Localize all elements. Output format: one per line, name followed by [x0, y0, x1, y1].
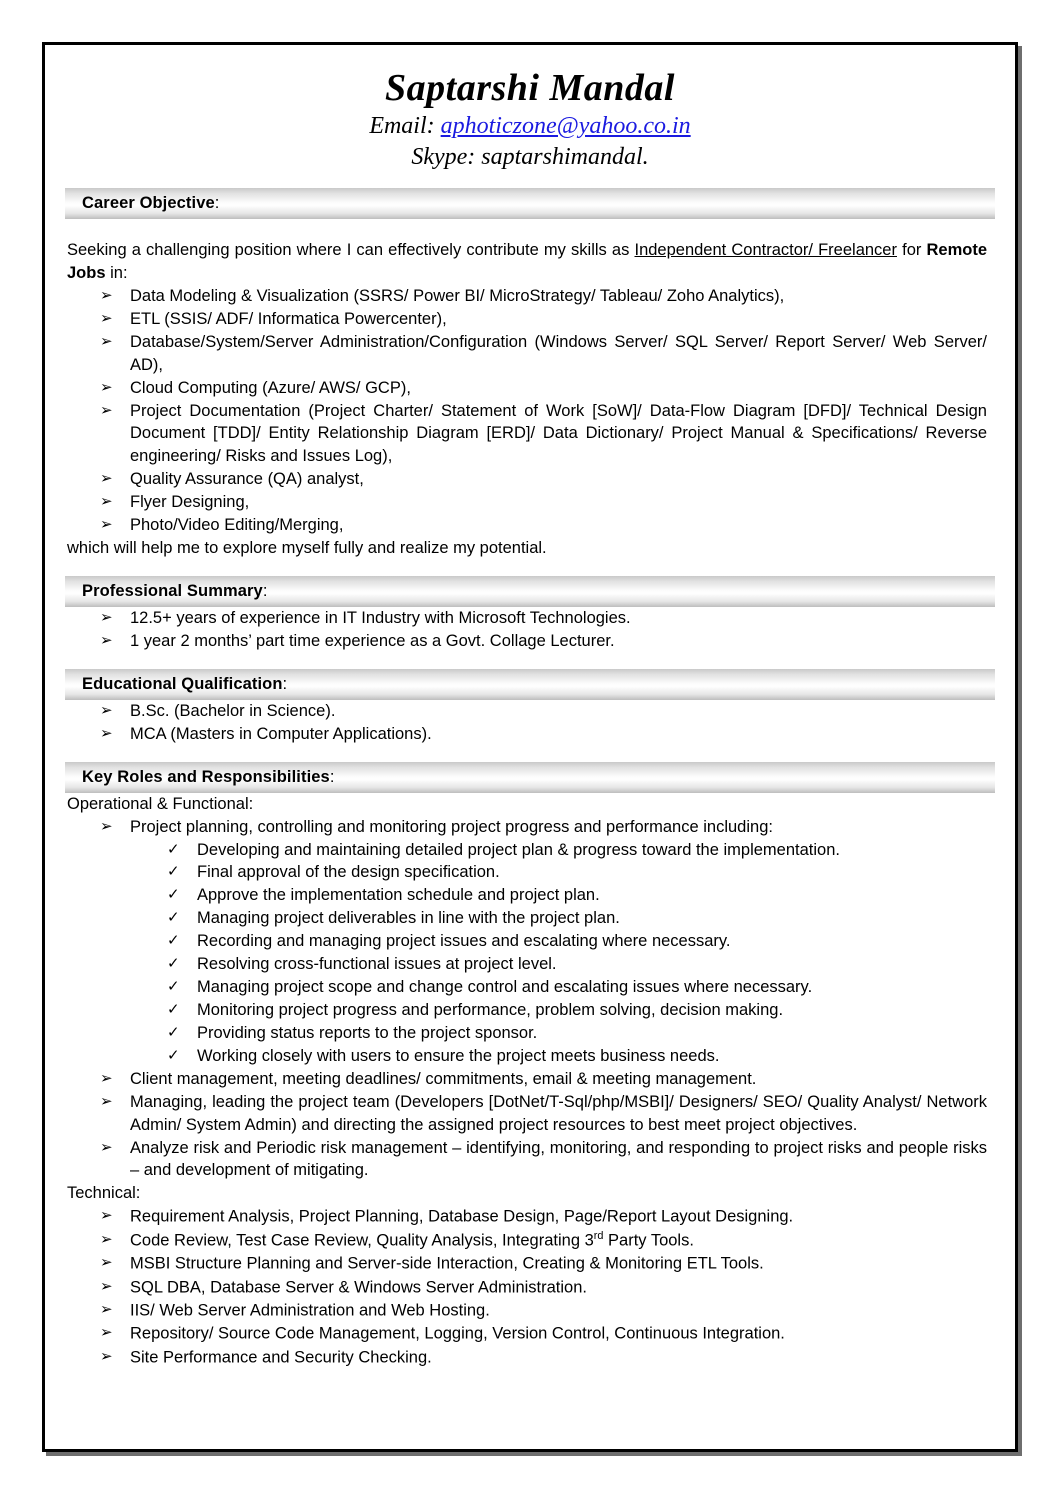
check-icon: ✓: [167, 862, 180, 881]
professional-summary-list: [67, 607, 987, 653]
bullet-arrow-icon: ➢: [100, 1229, 113, 1248]
bullet-arrow-icon: ➢: [100, 308, 113, 327]
career-objective-intro-part3: in:: [105, 264, 128, 282]
document-page-frame: [42, 42, 1018, 1452]
section-header-educational-qualification: [65, 669, 995, 700]
section-colon-career-objective: :: [214, 194, 220, 213]
bullet-arrow-icon: ➢: [100, 816, 113, 835]
list-item: [67, 468, 987, 491]
list-item-text: Approve the implementation schedule and project plan.: [197, 886, 600, 905]
list-item: [67, 1276, 987, 1299]
bullet-arrow-icon: ➢: [100, 1253, 113, 1272]
check-icon: ✓: [167, 839, 180, 858]
section-colon-key-roles: :: [329, 767, 335, 786]
list-item: [67, 377, 987, 400]
list-item-text: Final approval of the design specification.: [197, 863, 500, 882]
list-item: [67, 839, 987, 862]
bullet-arrow-icon: ➢: [100, 1206, 113, 1225]
list-item-text: Repository/ Source Code Management, Logging, Version Control, Continuous Integration.: [130, 1324, 785, 1343]
list-item-text: Developing and maintaining detailed project plan & progress toward the implementation.: [197, 840, 840, 859]
ordinal-suffix: rd: [593, 1229, 604, 1242]
list-item: [67, 1346, 987, 1369]
check-icon: ✓: [167, 1045, 180, 1064]
bullet-arrow-icon: ➢: [100, 1068, 113, 1087]
list-item: [67, 1022, 987, 1045]
list-item-text: Resolving cross-functional issues at project level.: [197, 955, 557, 974]
list-item: [67, 861, 987, 884]
bullet-arrow-icon: ➢: [100, 377, 113, 396]
bullet-arrow-icon: ➢: [100, 1137, 113, 1156]
list-item: [67, 907, 987, 930]
bullet-arrow-icon: ➢: [100, 331, 113, 350]
check-icon: ✓: [167, 885, 180, 904]
list-item-text: Quality Assurance (QA) analyst,: [130, 470, 364, 489]
bullet-arrow-icon: ➢: [100, 515, 113, 534]
subsection-label-operational: Operational & Functional:: [67, 794, 254, 813]
list-item-text: Working closely with users to ensure the project meets business needs.: [197, 1046, 720, 1065]
check-icon: ✓: [167, 954, 180, 973]
list-item-text: ETL (SSIS/ ADF/ Informatica Powercenter),: [130, 309, 447, 328]
list-item-text: B.Sc. (Bachelor in Science).: [130, 701, 336, 720]
list-item-text: Flyer Designing,: [130, 493, 250, 512]
list-item: [67, 976, 987, 999]
list-item-text: Client management, meeting deadlines/ commitments, email & meeting management.: [130, 1069, 757, 1088]
list-item: [67, 700, 987, 723]
document-page-content: [45, 45, 1015, 1449]
key-roles-operational-sublist: [67, 839, 987, 1068]
list-item: [67, 514, 987, 537]
resume-header: [65, 59, 995, 172]
career-objective-intro-part2: for: [896, 241, 927, 260]
list-item: [67, 1252, 987, 1275]
list-item-text: SQL DBA, Database Server & Windows Server Administration.: [130, 1278, 587, 1297]
list-item-text: Project planning, controlling and monitoring project progress and performance including:: [130, 817, 773, 836]
list-item-text: Recording and managing project issues and escalating where necessary.: [197, 932, 731, 951]
check-icon: ✓: [167, 977, 180, 996]
email-label: Email:: [369, 112, 435, 139]
bullet-arrow-icon: ➢: [100, 1276, 113, 1295]
bullet-arrow-icon: ➢: [100, 700, 113, 719]
section-colon-educational-qualification: :: [282, 674, 288, 693]
list-item: [67, 630, 987, 653]
bullet-arrow-icon: ➢: [100, 400, 113, 419]
bullet-arrow-icon: ➢: [100, 630, 113, 649]
candidate-name: Saptarshi Mandal: [385, 67, 675, 109]
list-item: [67, 999, 987, 1022]
section-header-career-objective: [65, 188, 995, 219]
list-item-text: Site Performance and Security Checking.: [130, 1348, 432, 1367]
career-objective-intro: [67, 239, 987, 285]
list-item: [67, 953, 987, 976]
section-body-professional-summary: [65, 607, 995, 653]
list-item-text: Photo/Video Editing/Merging,: [130, 516, 344, 535]
bullet-arrow-icon: ➢: [100, 1346, 113, 1365]
list-item-text: Managing, leading the project team (Developers [DotNet/T-Sql/php/MSBI]/ Designers/ SEO/ Quality Analyst/ Network Admin/ System Admin) and directing the assigned project resources to best meet project objectives.: [130, 1092, 987, 1134]
list-item: [67, 308, 987, 331]
list-item-text-post: Party Tools.: [603, 1231, 694, 1250]
bullet-arrow-icon: ➢: [100, 1323, 113, 1342]
section-colon-professional-summary: :: [262, 581, 268, 600]
check-icon: ✓: [167, 999, 180, 1018]
list-item-text: MSBI Structure Planning and Server-side Interaction, Creating & Monitoring ETL Tools.: [130, 1254, 764, 1273]
list-item-text: Providing status reports to the project sponsor.: [197, 1023, 538, 1042]
skype-line: Skype: saptarshimandal.: [411, 143, 649, 170]
career-objective-bold-remote-jobs: Remote Jobs: [67, 241, 988, 282]
list-item: [67, 723, 987, 746]
check-icon: ✓: [167, 1022, 180, 1041]
bullet-arrow-icon: ➢: [100, 469, 113, 488]
key-roles-technical-list: [67, 1205, 987, 1369]
list-item-text: Database/System/Server Administration/Configuration (Windows Server/ SQL Server/ Report Server/ Web Server/ AD),: [130, 332, 987, 374]
check-icon: ✓: [167, 908, 180, 927]
list-item-text: Data Modeling & Visualization (SSRS/ Power BI/ MicroStrategy/ Tableau/ Zoho Analytics),: [130, 286, 785, 305]
bullet-arrow-icon: ➢: [100, 607, 113, 626]
list-item-text: 12.5+ years of experience in IT Industry with Microsoft Technologies.: [130, 608, 631, 627]
career-objective-intro-part1: Seeking a challenging position where I can effectively contribute my skills as: [67, 241, 635, 260]
list-item: [67, 331, 987, 377]
email-link[interactable]: aphoticzone@yahoo.co.in: [440, 112, 691, 139]
list-item: [67, 1205, 987, 1228]
list-item: [67, 1322, 987, 1345]
career-objective-closing: which will help me to explore myself fully and realize my potential.: [67, 539, 547, 558]
key-roles-operational-list: [67, 816, 987, 839]
list-item-text: Analyze risk and Periodic risk management – identifying, monitoring, and responding to project risks and people risks – and development of mitigating.: [130, 1138, 987, 1180]
bullet-arrow-icon: ➢: [100, 1091, 113, 1110]
list-item: [67, 816, 987, 839]
bullet-arrow-icon: ➢: [100, 723, 113, 742]
list-item-text: IIS/ Web Server Administration and Web Hosting.: [130, 1301, 490, 1320]
list-item: [67, 1137, 987, 1183]
list-item: [67, 491, 987, 514]
list-item: [67, 1229, 987, 1252]
section-body-key-roles: [65, 793, 995, 1370]
career-objective-list: [67, 285, 987, 537]
list-item: [67, 1299, 987, 1322]
list-item: [67, 400, 987, 469]
section-header-key-roles: [65, 762, 995, 793]
check-icon: ✓: [167, 931, 180, 950]
career-objective-underlined-role: Independent Contractor/ Freelancer: [634, 241, 897, 260]
list-item: [67, 930, 987, 953]
list-item: [67, 285, 987, 308]
section-body-career-objective: [65, 239, 995, 560]
list-item-text: Code Review, Test Case Review, Quality Analysis, Integrating 3: [130, 1231, 594, 1250]
list-item-text: Managing project scope and change control and escalating issues where necessary.: [197, 978, 813, 997]
list-item-text: MCA (Masters in Computer Applications).: [130, 724, 432, 743]
bullet-arrow-icon: ➢: [100, 492, 113, 511]
email-line: [65, 112, 995, 141]
list-item-text: 1 year 2 months’ part time experience as a Govt. Collage Lecturer.: [130, 631, 615, 650]
section-title-career-objective: Career Objective: [82, 194, 215, 213]
section-header-professional-summary: [65, 576, 995, 607]
list-item: [67, 1091, 987, 1137]
section-body-educational-qualification: [65, 700, 995, 746]
subsection-label-technical: Technical:: [67, 1184, 141, 1203]
key-roles-operational-list-continued: [67, 1068, 987, 1183]
section-title-educational-qualification: Educational Qualification: [82, 674, 283, 693]
educational-qualification-list: [67, 700, 987, 746]
list-item-text: Monitoring project progress and performance, problem solving, decision making.: [197, 1000, 784, 1019]
list-item: [67, 884, 987, 907]
list-item-text: Cloud Computing (Azure/ AWS/ GCP),: [130, 378, 411, 397]
list-item-text: Project Documentation (Project Charter/ Statement of Work [SoW]/ Data-Flow Diagram [DFD]/ Technical Design Document [TDD]/ Entity Relationship Diagram [ERD]/ Data Dictionary/ Project Manual & Specifications/ Reverse engineering/ Risks and Issues Log),: [130, 401, 987, 466]
bullet-arrow-icon: ➢: [100, 1299, 113, 1318]
list-item-text: Managing project deliverables in line with the project plan.: [197, 909, 620, 928]
list-item: [67, 1045, 987, 1068]
section-title-professional-summary: Professional Summary: [82, 581, 263, 600]
list-item: [67, 607, 987, 630]
bullet-arrow-icon: ➢: [100, 285, 113, 304]
list-item: [67, 1068, 987, 1091]
section-title-key-roles: Key Roles and Responsibilities: [82, 767, 330, 786]
list-item-text: Requirement Analysis, Project Planning, Database Design, Page/Report Layout Designing.: [130, 1207, 794, 1226]
